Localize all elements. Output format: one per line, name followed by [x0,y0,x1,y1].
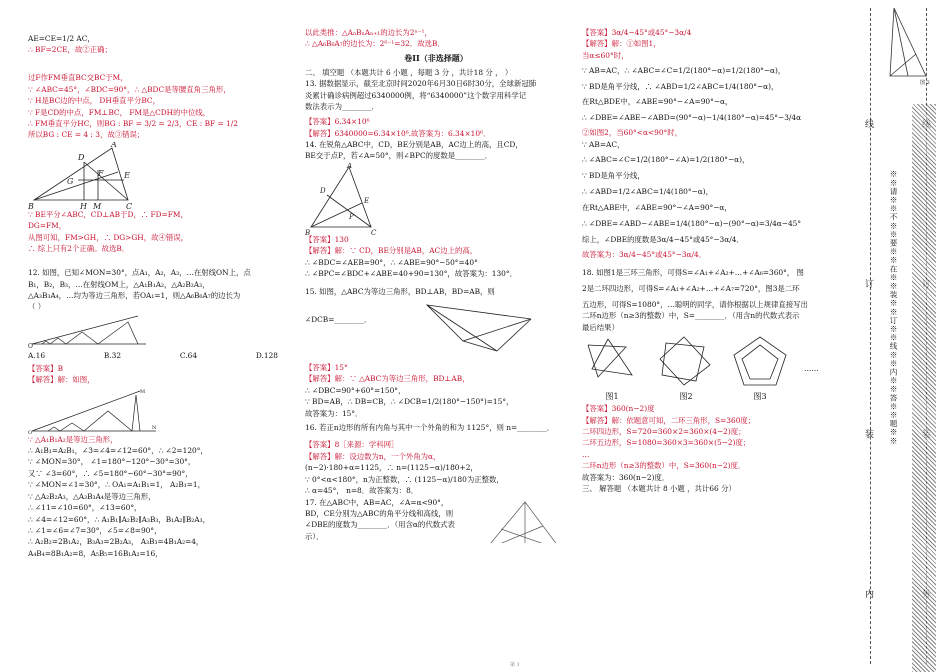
analysis-line: ∴ A₂B₂=2B₁A₂，B₃A₃=2B₂A₃， A₃B₃=4B₁A₂=4， [28,537,204,547]
column-3 [582,28,854,496]
option-c: C.64 [179,350,198,360]
svg-text:A: A [347,162,353,170]
analysis-line: ∴ ∠ABD=1/2∠ABC=1/4(180°−α)， [582,187,714,197]
answer-label: 【答案】360(n−2)度 [582,404,655,414]
page-number: 第 1 [510,662,520,668]
answer-label: 【答案】130 [305,234,349,244]
question-18: 18. 如图1是三环三角形，可得S=∠A₁+∠A₂+…+∠A₆=360°， 图 [582,268,804,278]
question-17: BD，CE分别为△ABC的角平分线和高线，则 [305,509,454,519]
analysis-line: 二环n边形（n≥3的整数）中，S=360(n−2)度． [582,461,746,471]
analysis-line: 【解答】解：∵ △ABC为等边三角形，BD⊥AB， [305,374,470,384]
analysis-line: 【解答】解：①如图1， [582,39,661,49]
figure-caption: 图1 [605,391,619,401]
svg-text:C: C [371,228,377,235]
text-line: ∵ BE平分∠ABC，CD⊥AB于D，∴ FD=FM， [28,209,188,219]
svg-text:P: P [349,212,354,221]
text-line: ∴ FM垂直平分HC，则BG : BF = 3/2 = 2/3，CE : BF = 1/2 [28,119,238,129]
binding-char: 内 [865,590,875,600]
part-heading: 三、 解答题 （本题共计 8 小题 ，共计66 分） [582,484,736,494]
svg-text:D: D [78,152,85,162]
svg-text:B: B [305,228,311,235]
analysis-line: ∵ ∠MON=30°， ∠1=180°−120°−30°=30°， [28,457,196,467]
svg-text:D: D [320,186,326,195]
svg-text:A: A [111,141,117,149]
svg-text:H: H [80,201,87,210]
analysis-line: ∴ ∠ABC=∠C=1/2(180°−∠A)=1/2(180°−α)， [582,155,750,165]
svg-text:E: E [364,196,370,205]
answer-options [28,351,278,361]
text-line: ∵ ∠ABC=45°，∠BDC=90°，∴ △BDC是等腰直角三角形， [28,84,231,94]
svg-text:N: N [152,424,157,431]
binding-char: 订 [865,280,875,290]
column-1 [28,34,290,560]
option-b: B.32 [103,350,122,360]
two-ring-quadrilateral-figure [656,335,716,389]
analysis-line: 故答案为：15°． [305,408,363,418]
analysis-line: ∵ BD=AB，∴ DB=CB，∴ ∠DCB=1/2(180°−150°)=15°， [305,397,514,407]
figure-1 [582,335,642,402]
analysis-line: ∵ AB=AC，∴ ∠ABC=∠C=1/2(180°−α)=1/2(180°−α)， [582,65,786,75]
svg-text:O: O [28,342,33,348]
column-2 [305,28,567,543]
analysis-line: 故答案为：360(n−2)度． [582,472,670,482]
text-line: ∵ H是BC边的中点， DH垂直平分BC， [28,96,160,106]
question-17: ∠DBE的度数为________．（用含α的代数式表 [305,520,455,530]
question-13: 炎累计确诊病例超过6340000例，将“6340000”这个数字用科学记 [305,90,527,100]
analysis-line: ∴ ∠DBE=∠ABD−∠ABE=1/4(180°−α)−(90°−α)=3/4α−45° [582,218,802,228]
option-a: A.16 [28,350,46,360]
question-15-block [305,287,567,363]
svg-text:M: M [140,388,146,395]
question-18: 2是二环四边形，可得S=∠A₁+∠A₂+…+∠A₇=720°，图3是二环 [582,284,800,294]
svg-text:F: F [98,168,104,178]
analysis-line: ∵ BD是角平分线， [582,171,645,181]
binding-notice: ※※请※※不※※要※※在※※装※※订※※线※※内※※答※※题※※ [889,170,899,446]
analysis-line: ∴ ∠BPC=∠BDC+∠ABE=40+90=130°，故答案为：130°． [305,269,517,279]
corner-figure [886,4,934,84]
section-heading: 卷II（非选择题） [404,53,468,64]
figure-caption: 图2 [679,391,693,401]
analysis-line: ∴ α=45°， n=8．故答案为：8． [305,486,419,496]
svg-text:G: G [67,176,74,186]
analysis-line: ∴ ∠DBC=90°+60°=150°， [305,385,406,395]
analysis-line: 故答案为：3α/4−45°或45°−3α/4． [582,250,707,260]
analysis-line: A₄B₄=8B₁A₂=8，A₅B₅=16B₁A₂=16， [28,548,163,558]
question-14: 14. 在锐角△ABC中，CD，BE分别是AB，AC边上的高，且CD， [305,139,523,149]
analysis-line: ∴ ∠1=∠6=∠7=30°，∠5=∠8=90°， [28,526,162,536]
figure-2 [656,335,716,402]
text-line: ∴ 综上只有2个正确。故选B． [28,244,130,254]
svg-text:B: B [28,201,34,210]
text-line: 所以BG : CE = 4 : 3，故③错误； [28,130,145,140]
analysis-line: ∵ BD是角平分线，∴ ∠ABD=1/2∠ABC=1/4(180°−α)， [582,81,779,91]
svg-text:E: E [124,170,130,180]
question-12: △A₃B₃A₄，…均为等边三角形，若OA₁=1，则△A₆B₆A₇的边长为 [28,290,241,300]
angle-figure-q12 [28,314,148,348]
question-17: 示）． [305,531,324,541]
question-14: BE交于点P，若∠A=50°，则∠BPC的度数是________． [305,151,493,161]
analysis-line: 二环四边形，S=720=360×2=360×(4−2)度； [582,427,746,437]
part-heading: 二、 填空题 （本题共计 6 小题 ，每题 3 分 ，共计18 分 ， ） [305,67,513,77]
question-13: 数法表示为________． [305,102,379,112]
analysis-line: ∴ ∠4=∠12=60°，∴ A₁B₁∥A₂B₂∥A₃B₃，B₁A₂∥B₂A₃， [28,514,210,524]
question-18: 五边形，可得S=1080°，…聪明的同学，请你根据以上规律直接写出 [582,299,808,309]
two-ring-triangle-figure [582,335,642,389]
ellipsis: …… [804,363,819,373]
analysis-line: ∴ ∠11=∠10=60°，∠13=60°， [28,503,142,513]
text-line: ∴ △A₆B₆A₇的边长为：2⁶⁻¹=32．故选B． [305,39,445,49]
answer-label: 【答案】8［来源：学科网］ [305,440,399,450]
question-12: （ ） [28,302,46,312]
figure-caption: 图3 [753,391,767,401]
analysis-line: 又∵ ∠3=60°，∴ ∠5=180°−60°−30°=90°， [28,468,193,478]
analysis-line: 当α≤60°时， [582,50,629,60]
analysis-line: ∵ △A₁B₁A₂是等边三角形， [28,434,118,444]
analysis-line: 【解答】解：设边数为n，一个外角为α， [305,451,441,461]
analysis-line: ∵ △A₂B₂A₃，△A₃B₃A₄是等边三角形， [28,491,156,501]
two-ring-pentagon-figure [730,335,790,389]
hatched-strip [912,104,936,672]
question-17-block [305,498,567,542]
question-18: 最后结果） [582,322,619,332]
question-15: ∠DCB=________． [305,314,372,324]
analysis-line: 【解答】解：∵ CD，BE分别是AB，AC边上的高， [305,246,478,256]
analysis-line: ∵ ∠MON=∠1=30°，∴ OA₁=A₁B₁=1， A₂B₁=1， [28,480,206,490]
answer-label: 【答案】3α/4−45°或45°−3α/4 [582,28,692,37]
text-line: 以此类推：△AₙBₙAₙ₊₁的边长为2ⁿ⁻¹， [305,28,432,37]
figure-caption: 图 2 [920,80,930,86]
svg-text:O: O [28,429,33,435]
analysis-line: ∴ A₁B₁=A₂B₁，∠3=∠4=∠12=60°，∴ ∠2=120°， [28,445,208,455]
answer-label: 【答案】6.34×10⁶ [305,117,370,127]
analysis-line: 【解答】解：依题意可知，二环三角形，S=360度； [582,415,756,425]
analysis-line: 二环五边形，S=1080=360×3=360×(5−2)度； [582,438,751,448]
figure-row-q18 [582,335,854,402]
triangle-figure-q15 [423,299,533,355]
question-15: 15. 如图，△ABC为等边三角形，BD⊥AB，BD=AB，则 [305,286,495,296]
svg-text:C: C [126,201,133,210]
svg-text:M: M [93,201,102,210]
answer-label: 【答案】15° [305,362,348,372]
analysis-line: ∵ AB=AC， [582,139,625,149]
binding-char: 装 [865,430,875,440]
analysis-line: (n−2)·180+α=1125，∴ n=(1125−α)/180+2， [305,463,478,473]
analysis-line: ②如图2，当60°<α<90°时， [582,128,683,138]
answer-label: 【答案】B [28,363,63,373]
question-12: B₁，B₂，B₃，…在射线OM上，△A₁B₁A₂，△A₂B₂A₃， [28,279,210,289]
text-line: ∵ F是CD的中点，FM⊥BC， FM是△CDH的中位线， [28,107,211,117]
analysis-line: 在Rt△ABE中，∠ABE=90°−∠A=90°−α， [582,202,732,212]
text-line: 从图可知，FM>GH，∴ DG>GH，故④错误， [28,232,189,242]
question-13: 13. 据数据显示，截至北京时间2020年6月30日6时30分，全球新冠肺 [305,79,537,89]
text-line: DG=FM， [28,221,67,231]
analysis-line: ∵ 0°<α<180°，n为正整数，∴ (1125−α)/180为正整数， [305,474,504,484]
option-d: D.128 [255,350,278,360]
analysis-line: 在Rt△BDE中，∠ABE=90°−∠A=90°−α， [582,97,733,107]
text-line: AE=CE=1/2 AC， [28,34,95,43]
analysis-line: ∴ ∠BDC=∠AEB=90°，∴ ∠ABE=90°−50°=40° [305,257,478,267]
triangle-figure-q14 [305,163,385,235]
dashed-line [870,8,871,664]
text-line: ∴ BF=2CE，故②正确； [28,45,112,55]
binding-char: 线 [865,120,875,130]
analysis-line: 【解答】解：如图， [28,375,95,385]
figure-3 [730,335,790,402]
question-18: 二环n边形（n≥3的整数）中，S=________．（用含n的代数式表示 [582,311,800,321]
binding-strip [865,0,950,672]
question-12: 12. 如图，已知∠MON=30°，点A₁，A₂，A₃，…在射线ON上，点 [28,268,251,278]
question-16: 16. 若正n边形的所有内角与其中一个外角的和为 1125°，则 n=________． [305,422,555,432]
analysis-line: … [582,449,590,459]
analysis-line: 综上，∠DBE的度数是3α/4−45°或45°−3α/4． [582,234,744,244]
text-line: 过F作FM垂直BC交BC于M， [28,73,128,83]
triangle-figure-q11 [28,142,138,210]
analysis-line: 【解答】6340000=6.34×10⁶.故答案为：6.34×10⁶． [305,128,491,138]
triangle-figure-q17 [481,500,565,544]
angle-figure-q12-solution [28,387,158,435]
analysis-line: ∴ ∠DBE=∠ABE−∠ABD=(90°−α)−1/4(180°−α)=45°−3/4α [582,113,802,123]
question-17: 17. 在△ABC中，AB=AC，∠A=α<90°， [305,497,449,507]
